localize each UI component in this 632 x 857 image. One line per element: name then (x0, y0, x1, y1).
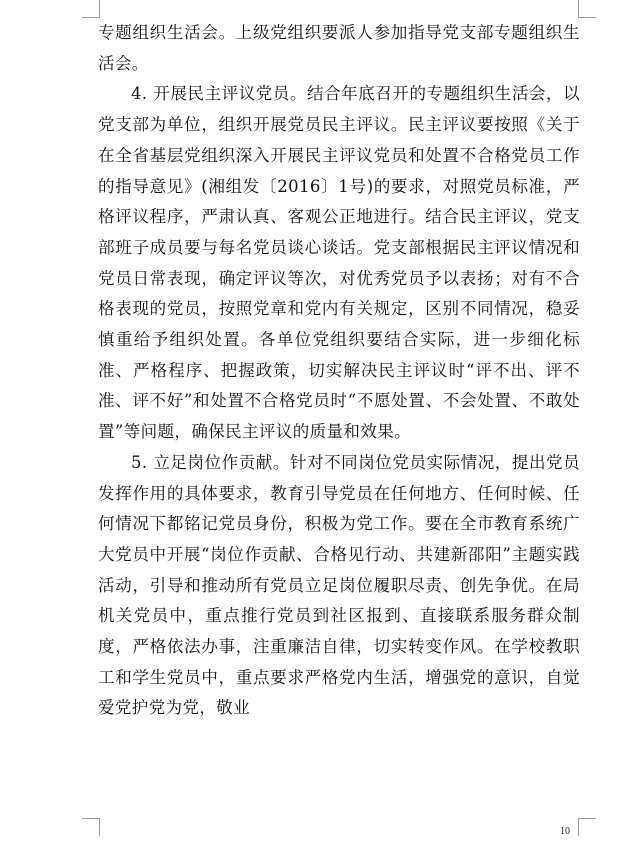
body-text (98, 18, 580, 724)
page-number: 10 (560, 826, 570, 837)
crop-mark-bottom-left (82, 818, 100, 836)
crop-mark-top-right (578, 0, 596, 18)
paragraph-continued: 专题组织生活会。上级党组织要派人参加指导党支部专题组织生活会。 (98, 23, 580, 73)
paragraph-democratic-evaluation: 4. 开展民主评议党员。结合年底召开的专题组织生活会，以党支部为单位，组织开展党员民主评议。民主评议要按照《关于在全省基层党组织深入开展民主评议党员和处置不合格党员工作的指导意见》(湘组发〔2016〕1号)的要求，对照党员标准，严格评议程序，严肃认真、客观公正地进行。结合民主评议，党支部班子成员要与每名党员谈心谈话。党支部根据民主评议情况和党员日常表现，确定评议等次，对优秀党员予以表扬；对有不合格表现的党员，按照党章和党内有关规定，区别不同情况，稳妥慎重给予组织处置。各单位党组织要结合实际，进一步细化标准、严格程序、把握政策，切实解决民主评议时“评不出、评不准、评不好”和处置不合格党员时“不愿处置、不会处置、不敢处置”等问题，确保民主评议的质量和效果。 (98, 84, 580, 442)
crop-mark-top-left (82, 0, 100, 18)
crop-mark-bottom-right (578, 818, 596, 836)
paragraph-post-contribution: 5. 立足岗位作贡献。针对不同岗位党员实际情况，提出党员发挥作用的具体要求，教育引导党员在任何地方、任何时候、任何情况下都铭记党员身份，积极为党工作。要在全市教育系统广大党员中开展“岗位作贡献、合格见行动、共建新邵阳”主题实践活动，引导和推动所有党员立足岗位履职尽责、创先争优。在局机关党员中，重点推行党员到社区报到、直接联系服务群众制度，严格依法办事，注重廉洁自律，切实转变作风。在学校教职工和学生党员中，重点要求严格党内生活，增强党的意识，自觉爱党护党为党，敬业 (98, 452, 580, 718)
